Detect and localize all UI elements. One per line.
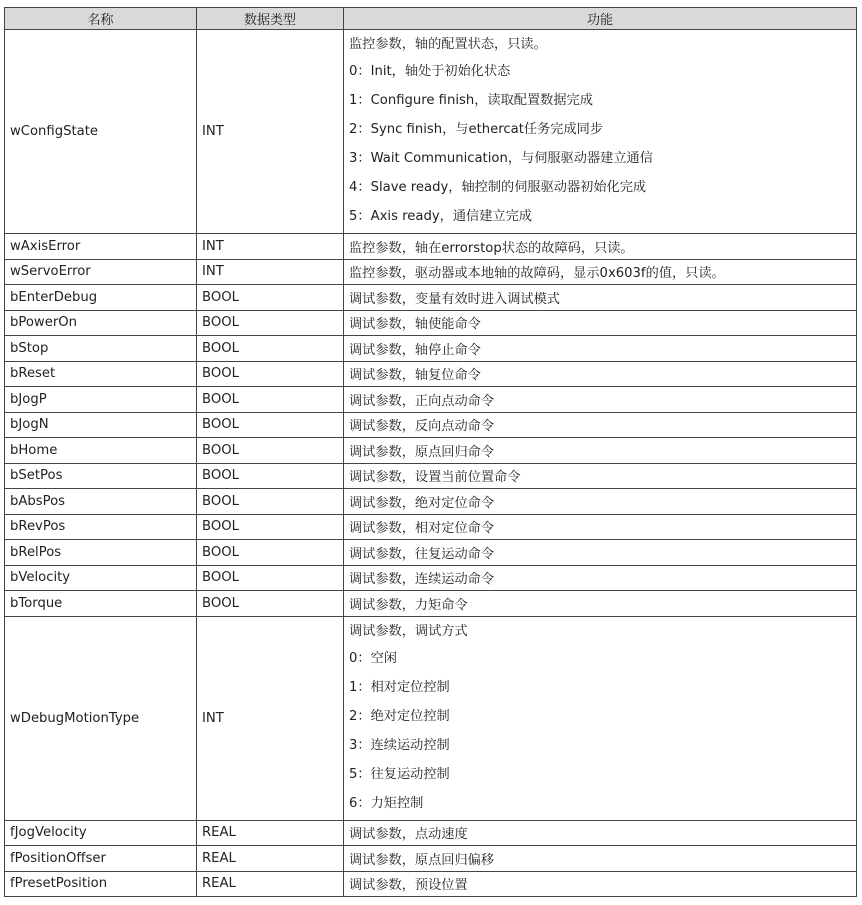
function-line: 5：Axis ready，通信建立完成 [349, 209, 532, 224]
cell-type: INT [197, 30, 344, 234]
cell-name: bEnterDebug [5, 285, 197, 311]
cell-type: BOOL [197, 387, 344, 413]
parameter-table [4, 7, 857, 897]
cell-function: 调试参数，原点回归命令 [344, 438, 857, 464]
cell-type: BOOL [197, 412, 344, 438]
function-line: 0：Init，轴处于初始化状态 [349, 64, 511, 79]
cell-name: bReset [5, 361, 197, 387]
function-line: 监控参数，轴的配置状态，只读。 [349, 37, 547, 52]
table-row [5, 463, 857, 489]
cell-name: bJogP [5, 387, 197, 413]
cell-type: INT [197, 259, 344, 285]
function-line: 4：Slave ready，轴控制的伺服驱动器初始化完成 [349, 180, 647, 195]
table-row [5, 616, 857, 820]
function-line: 6：力矩控制 [349, 795, 424, 811]
cell-type: INT [197, 234, 344, 260]
cell-type: BOOL [197, 565, 344, 591]
cell-function: 调试参数，连续运动命令 [344, 565, 857, 591]
table-row [5, 871, 857, 897]
cell-function: 调试参数，预设位置 [344, 871, 857, 897]
function-line: 5：往复运动控制 [349, 766, 450, 782]
cell-name: bVelocity [5, 565, 197, 591]
header-function: 功能 [344, 8, 857, 30]
cell-function: 调试参数，轴复位命令 [344, 361, 857, 387]
function-line: 2：绝对定位控制 [349, 708, 450, 724]
table-row [5, 438, 857, 464]
table-row [5, 846, 857, 872]
cell-name: bTorque [5, 591, 197, 617]
cell-type: BOOL [197, 591, 344, 617]
cell-type: REAL [197, 846, 344, 872]
cell-name: wAxisError [5, 234, 197, 260]
cell-function: 调试参数，变量有效时进入调试模式 [344, 285, 857, 311]
cell-function: 调试参数，点动速度 [344, 820, 857, 846]
cell-function [344, 30, 857, 234]
cell-name: wDebugMotionType [5, 616, 197, 820]
table-row [5, 234, 857, 260]
cell-name: bPowerOn [5, 310, 197, 336]
cell-function: 调试参数，正向点动命令 [344, 387, 857, 413]
cell-function: 调试参数，轴使能命令 [344, 310, 857, 336]
function-line: 调试参数，调试方式 [349, 623, 468, 639]
cell-function: 调试参数，往复运动命令 [344, 540, 857, 566]
function-line: 1：Configure finish，读取配置数据完成 [349, 93, 593, 108]
cell-function: 调试参数，设置当前位置命令 [344, 463, 857, 489]
cell-type: BOOL [197, 514, 344, 540]
cell-name: bHome [5, 438, 197, 464]
cell-name: fPositionOffser [5, 846, 197, 872]
cell-function: 调试参数，原点回归偏移 [344, 846, 857, 872]
table-row [5, 285, 857, 311]
table-row [5, 540, 857, 566]
cell-function: 调试参数，反向点动命令 [344, 412, 857, 438]
cell-type: BOOL [197, 285, 344, 311]
cell-name: wServoError [5, 259, 197, 285]
table-row [5, 591, 857, 617]
table-row [5, 565, 857, 591]
cell-name: bStop [5, 336, 197, 362]
table-header-row [5, 8, 857, 30]
cell-type: REAL [197, 871, 344, 897]
function-line: 2：Sync finish，与ethercat任务完成同步 [349, 122, 603, 137]
cell-function: 监控参数，驱动器或本地轴的故障码，显示0x603f的值，只读。 [344, 259, 857, 285]
cell-type: REAL [197, 820, 344, 846]
cell-type: BOOL [197, 336, 344, 362]
cell-type: BOOL [197, 489, 344, 515]
cell-type: BOOL [197, 463, 344, 489]
function-line: 3：连续运动控制 [349, 737, 450, 753]
cell-name: bSetPos [5, 463, 197, 489]
table-row [5, 336, 857, 362]
table-row [5, 514, 857, 540]
cell-function: 调试参数，轴停止命令 [344, 336, 857, 362]
table-row [5, 30, 857, 234]
header-type: 数据类型 [197, 8, 344, 30]
table-body [5, 30, 857, 897]
cell-type: BOOL [197, 310, 344, 336]
table-row [5, 310, 857, 336]
cell-function: 调试参数，相对定位命令 [344, 514, 857, 540]
cell-name: bRelPos [5, 540, 197, 566]
cell-name: fJogVelocity [5, 820, 197, 846]
cell-function: 调试参数，绝对定位命令 [344, 489, 857, 515]
cell-name: wConfigState [5, 30, 197, 234]
cell-function: 调试参数，力矩命令 [344, 591, 857, 617]
table-row [5, 259, 857, 285]
table-row [5, 489, 857, 515]
function-line: 0：空闲 [349, 650, 397, 666]
header-name: 名称 [5, 8, 197, 30]
cell-function: 监控参数，轴在errorstop状态的故障码，只读。 [344, 234, 857, 260]
cell-function [344, 616, 857, 820]
cell-type: BOOL [197, 540, 344, 566]
cell-name: fPresetPosition [5, 871, 197, 897]
cell-type: INT [197, 616, 344, 820]
function-line: 3：Wait Communication，与伺服驱动器建立通信 [349, 151, 653, 166]
table-row [5, 361, 857, 387]
cell-name: bAbsPos [5, 489, 197, 515]
table-row [5, 387, 857, 413]
cell-type: BOOL [197, 438, 344, 464]
cell-name: bJogN [5, 412, 197, 438]
cell-name: bRevPos [5, 514, 197, 540]
cell-type: BOOL [197, 361, 344, 387]
table-row [5, 412, 857, 438]
function-line: 1：相对定位控制 [349, 679, 450, 695]
table-row [5, 820, 857, 846]
